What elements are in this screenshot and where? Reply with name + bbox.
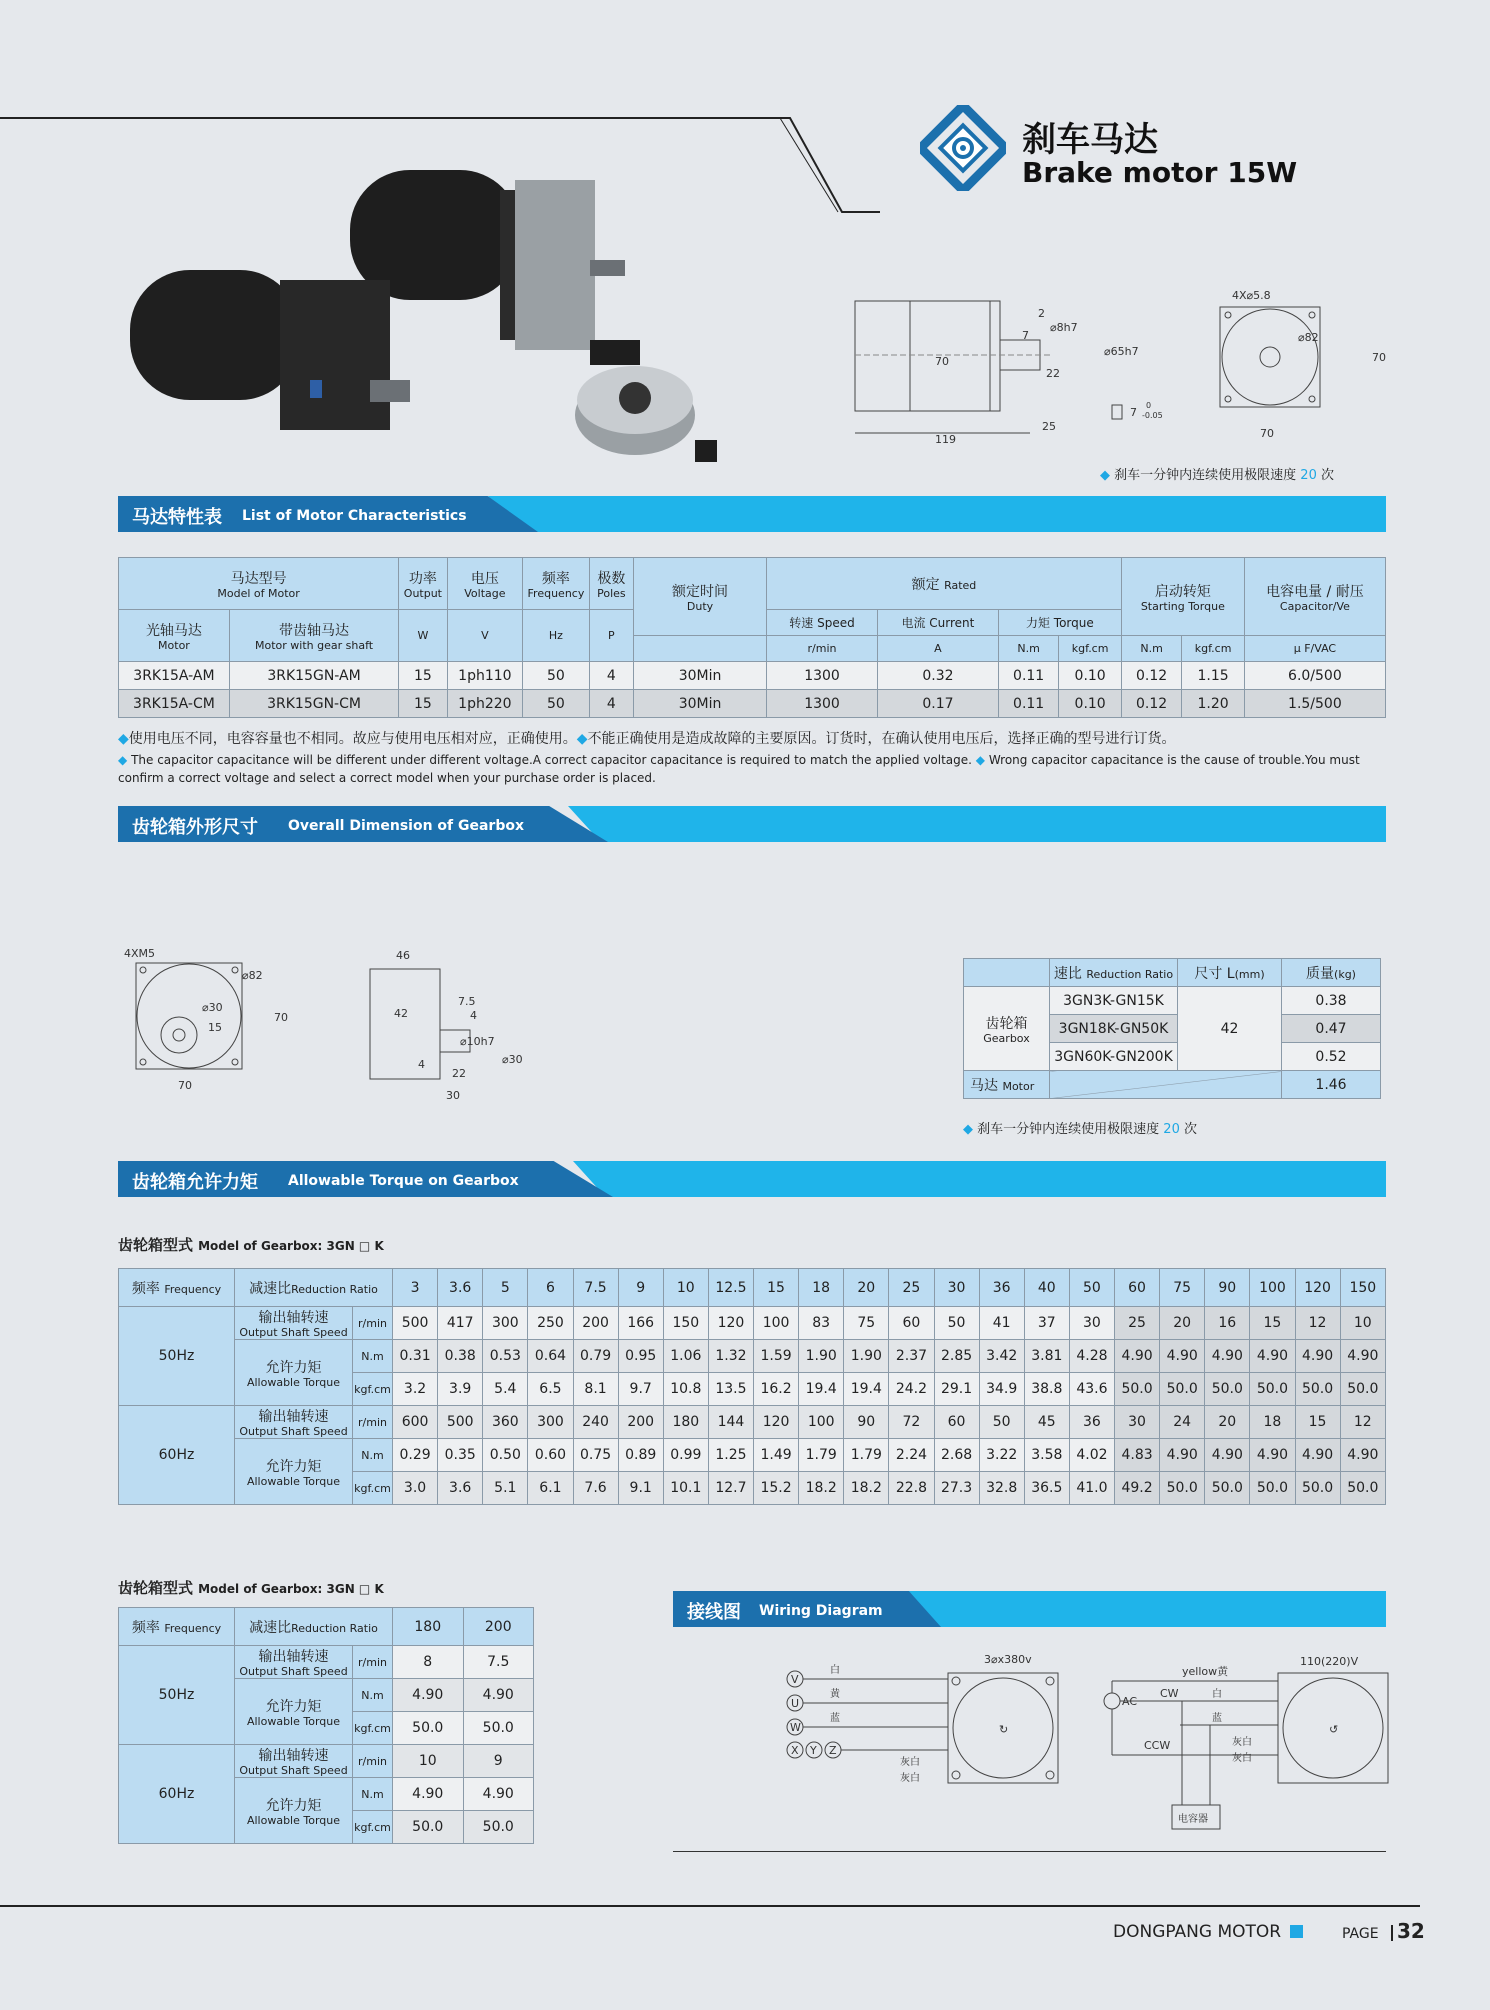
section-title-en: List of Motor Characteristics [242, 508, 467, 524]
svg-text:W: W [790, 1721, 801, 1734]
dim-label: 119 [935, 433, 956, 446]
svg-text:蓝: 蓝 [1212, 1713, 1222, 1724]
th-frequency: 频率 Frequency [119, 1269, 235, 1307]
section-bar-wiring: 接线图 Wiring Diagram [673, 1591, 1386, 1627]
model-label: 齿轮箱型式 Model of Gearbox: 3GN □ K [118, 1236, 384, 1254]
dim-label: 22 [1046, 367, 1060, 380]
table-row: 允许力矩 Allowable Torque N.m 4.90 4.90 [119, 1778, 534, 1811]
diamond-icon: ◆ [1100, 468, 1110, 483]
th-gear-motor: 带齿轴马达 Motor with gear shaft [229, 610, 398, 662]
dim-label: 7 [1022, 329, 1029, 342]
dim-label: ⌀8h7 [1050, 321, 1078, 334]
capacitor-note-zh: ◆使用电压不同，电容容量也不相同。故应与使用电压相对应，正确使用。◆不能正确使用是造成故障的主要原因。订货时，在确认使用电压后，选择正确的型号进行订货。 [118, 731, 1176, 747]
svg-text:蓝: 蓝 [830, 1713, 840, 1724]
table-row: 3RK15A-AM 3RK15GN-AM 15 1ph110 50 4 30Min 1300 0.32 0.11 0.10 0.12 1.15 6.0/500 [119, 662, 1386, 690]
th-motor: 光轴马达 Motor [119, 610, 230, 662]
table-row: 50Hz 输出轴转速 Output Shaft Speed r/min 8 7.5 [119, 1646, 534, 1679]
svg-text:CW: CW [1160, 1687, 1179, 1700]
table-row: 60Hz 输出轴转速 Output Shaft Speed r/min 10 9 [119, 1745, 534, 1778]
svg-text:灰白: 灰白 [1232, 1737, 1252, 1748]
svg-text:110(220)V: 110(220)V [1300, 1655, 1359, 1668]
table-row: kgf.cm 50.0 50.0 [119, 1712, 534, 1745]
th-poles: 极数 Poles [589, 558, 633, 610]
svg-text:X: X [791, 1744, 799, 1757]
brake-note: ◆ 刹车一分钟内连续使用极限速度 20 次 [1100, 468, 1334, 483]
torque-table: 频率 Frequency 减速比Reduction Ratio 3 3.6 5 6 7.5 9 10 12.5 15 18 20 25 30 36 40 50 60 75 90 100 120 150 50Hz 输出轴转速 Output Shaft Speed r/min 500 417 300 250 200 166 150 120 100 83 75 60 50 41 37 30 25 20 16 15 12 10 允许力矩 Allowable Torque N.m 0.31 0.38 0.53 0.64 0.79 0.95 1.06 1.32 1.59 1.90 1.90 2.37 2.85 3.42 3.81 4.28 4.90 4.90 4.90 4.90 4.90 4.90 kgf.cm 3.2 3.9 5.4 6.5 8.1 9.7 10.8 13.5 16.2 19.4 19.4 24.2 29.1 34.9 38.8 43.6 50.0 50.0 50.0 50.0 50.0 50.0 60Hz 输出轴转速 Output Shaft Speed r/min 600 500 360 300 240 200 180 144 120 100 90 72 60 50 45 36 30 24 20 18 15 12 允许力矩 Allowable Torque N.m 0.29 0.35 0.50 0.60 0.75 0.89 0.99 1.25 1.49 1.79 1.79 2.24 2.68 3.22 3.58 4.02 4.83 4.90 4.90 4.90 4.90 4.90 kgf.cm 3.0 3.6 5.1 6.1 7.6 9.1 10.1 12.7 15.2 18.2 18.2 22.8 27.3 32.8 36.5 41.0 49.2 50.0 50.0 50.0 50.0 50.0 [118, 1268, 1386, 1505]
svg-text:⌀30: ⌀30 [202, 1001, 223, 1014]
brake-note-2: ◆ 刹车一分钟内连续使用极限速度 20 次 [963, 1122, 1197, 1137]
th-frequency: 频率 Frequency [523, 558, 590, 610]
svg-text:42: 42 [394, 1007, 408, 1020]
th-output: 功率 Output [399, 558, 447, 610]
table-row: 允许力矩 Allowable Torque N.m 0.31 0.38 0.53 0.64 0.79 0.95 1.06 1.32 1.59 1.90 1.90 2.37 2.85 3.42 3.81 4.28 4.90 4.90 4.90 4.90 4.90 4.90 [119, 1340, 1386, 1373]
dim-label: 4X⌀5.8 [1232, 289, 1271, 302]
th-voltage: 电压 Voltage [447, 558, 523, 610]
wiring-bottom-line [673, 1851, 1386, 1852]
gearbox-spec-table: 速比 Reduction Ratio 尺寸 L(mm) 质量(kg) 齿轮箱 Gearbox 3GN3K-GN15K 42 0.38 3GN18K-GN50K 0.47 3GN60K-GN200K 0.52 马达 Motor 1.46 [963, 958, 1381, 1099]
section-title-zh: 马达特性表 [132, 507, 222, 528]
section-bar-torque: 齿轮箱允许力矩 Allowable Torque on Gearbox [118, 1161, 1386, 1197]
rotate-icon: ↻ [999, 1723, 1009, 1736]
capacitor-note-en: ◆ The capacitor capacitance will be different under different voltage.A correct capacitor capacitance is required to match the applied voltage. ◆ Wrong capacitor capacitance is the cause of trouble.You must confirm a correct voltage and select a correct model when your purchase order is placed. [118, 753, 1360, 785]
svg-text:46: 46 [396, 949, 410, 962]
section-bar-gearbox: 齿轮箱外形尺寸 Overall Dimension of Gearbox [118, 806, 1386, 842]
svg-text:黄: 黄 [830, 1689, 840, 1700]
svg-text:⌀82: ⌀82 [242, 969, 263, 982]
table-row: kgf.cm 3.2 3.9 5.4 6.5 8.1 9.7 10.8 13.5 16.2 19.4 19.4 24.2 29.1 34.9 38.8 43.6 50.0 50.0 50.0 50.0 50.0 50.0 [119, 1373, 1386, 1406]
table-row: kgf.cm 50.0 50.0 [119, 1811, 534, 1844]
th-ratio: 减速比Reduction Ratio [235, 1269, 393, 1307]
product-photo [120, 150, 720, 480]
page-number: 32 [1397, 1919, 1425, 1943]
svg-text:灰白: 灰白 [900, 1773, 920, 1784]
dim-label: 70 [1260, 427, 1274, 440]
dim-label: 25 [1042, 420, 1056, 433]
title-en: Brake motor 15W [1022, 156, 1298, 189]
svg-text:30: 30 [446, 1089, 460, 1102]
th-capacitor: 电容电量 / 耐压 Capacitor/Ve [1244, 558, 1385, 636]
gearbox-dimension-drawing [118, 945, 558, 1105]
th-duty: 额定时间 Duty [634, 558, 767, 636]
svg-text:AC: AC [1122, 1695, 1138, 1708]
title-zh: 刹车马达 [1022, 120, 1158, 160]
svg-text:白: 白 [830, 1665, 840, 1676]
dim-label: -0.05 [1142, 411, 1163, 420]
dim-label: 0 [1146, 401, 1152, 410]
wiring-diagram [770, 1645, 1390, 1845]
svg-text:70: 70 [274, 1011, 288, 1024]
th-rated: 额定 Rated [767, 558, 1122, 610]
motor-dimension-drawing [850, 285, 1410, 455]
page-divider [1391, 1925, 1393, 1941]
section-bar-motor [118, 496, 1386, 532]
torque-table-small: 频率 Frequency 减速比Reduction Ratio 180 200 50Hz 输出轴转速 Output Shaft Speed r/min 8 7.5 允许力矩 Allowable Torque N.m 4.90 4.90 kgf.cm 50.0 50.0 60Hz 输出轴转速 Output Shaft Speed r/min 10 9 允许力矩 Allowable Torque N.m 4.90 4.90 kgf.cm 50.0 50.0 [118, 1607, 534, 1844]
dim-label: 7 [1130, 406, 1137, 419]
table-row: kgf.cm 3.0 3.6 5.1 6.1 7.6 9.1 10.1 12.7 15.2 18.2 18.2 22.8 27.3 32.8 36.5 41.0 49.2 50.0 50.0 50.0 50.0 50.0 [119, 1472, 1386, 1505]
svg-text:15: 15 [208, 1021, 222, 1034]
th-frequency: 频率 Frequency [119, 1608, 235, 1646]
svg-text:⌀30: ⌀30 [502, 1053, 523, 1066]
motor-characteristics-table: 马达型号 Model of Motor 功率 Output 电压 Voltage 频率 Frequency 极数 Poles 额定时间 Duty 额定 Rated 启动转矩 Starting Torque 电容电量 / 耐压 Capacitor/Ve 光轴马达 Motor 带齿轴马达 Motor with gear shaft W V Hz P 转速 Speed 电流 Current 力矩 Torque r/min A N.m kgf.cm N.m kgf.cm μ F/VAC 3RK15A-AM 3RK15GN-AM 15 1ph110 50 4 30Min 1300 0.32 0.11 0.10 0.12 1.15 6.0/500 3RK15A-CM 3RK15GN-CM 15 1ph220 50 4 30Min 1300 0.17 0.11 0.10 0.12 1.20 1.5/500 [118, 557, 1386, 718]
svg-text:CCW: CCW [1144, 1739, 1171, 1752]
svg-text:Z: Z [829, 1744, 837, 1757]
model-label-2: 齿轮箱型式 Model of Gearbox: 3GN □ K [118, 1579, 384, 1597]
brand-logo-icon [920, 105, 1006, 191]
dim-label: ⌀82 [1298, 331, 1319, 344]
footer-line [0, 1905, 1420, 1907]
svg-text:4: 4 [418, 1058, 425, 1071]
table-row: 允许力矩 Allowable Torque N.m 4.90 4.90 [119, 1679, 534, 1712]
svg-text:⌀10h7: ⌀10h7 [460, 1035, 495, 1048]
svg-text:4: 4 [470, 1009, 477, 1022]
dim-label: 70 [1372, 351, 1386, 364]
svg-text:↺: ↺ [1329, 1723, 1339, 1736]
footer-brand: DONGPANG MOTOR [1113, 1922, 1282, 1942]
table-row: 3RK15A-CM 3RK15GN-CM 15 1ph220 50 4 30Min 1300 0.17 0.11 0.10 0.12 1.20 1.5/500 [119, 690, 1386, 718]
table-row: 60Hz 输出轴转速 Output Shaft Speed r/min 600 500 360 300 240 200 180 144 120 100 90 72 60 50 45 36 30 24 20 18 15 12 [119, 1406, 1386, 1439]
svg-text:U: U [791, 1697, 800, 1710]
svg-text:7.5: 7.5 [458, 995, 476, 1008]
svg-text:3⌀x380v: 3⌀x380v [984, 1653, 1032, 1666]
brand-square-icon [1290, 1925, 1303, 1938]
dim-label: 70 [935, 355, 949, 368]
th-start: 启动转矩 Starting Torque [1121, 558, 1244, 636]
svg-text:灰白: 灰白 [900, 1757, 920, 1768]
svg-text:70: 70 [178, 1079, 192, 1092]
svg-text:电容器: 电容器 [1178, 1814, 1208, 1825]
svg-text:22: 22 [452, 1067, 466, 1080]
dim-label: ⌀65h7 [1104, 345, 1139, 358]
th-ratio: 减速比Reduction Ratio [235, 1608, 393, 1646]
dim-label: 2 [1038, 307, 1045, 320]
svg-text:Y: Y [810, 1744, 817, 1757]
table-row: 50Hz 输出轴转速 Output Shaft Speed r/min 500 417 300 250 200 166 150 120 100 83 75 60 50 41 37 30 25 20 16 15 12 10 [119, 1307, 1386, 1340]
svg-text:V: V [791, 1673, 799, 1686]
svg-text:白: 白 [1212, 1689, 1222, 1700]
svg-text:灰白: 灰白 [1232, 1753, 1252, 1764]
page-label: PAGE [1342, 1926, 1379, 1942]
svg-text:4XM5: 4XM5 [124, 947, 156, 960]
th-model: 马达型号 Model of Motor [119, 558, 399, 610]
table-row: 允许力矩 Allowable Torque N.m 0.29 0.35 0.50 0.60 0.75 0.89 0.99 1.25 1.49 1.79 1.79 2.24 2.68 3.22 3.58 4.02 4.83 4.90 4.90 4.90 4.90 4.90 [119, 1439, 1386, 1472]
svg-text:yellow黄: yellow黄 [1182, 1665, 1229, 1678]
